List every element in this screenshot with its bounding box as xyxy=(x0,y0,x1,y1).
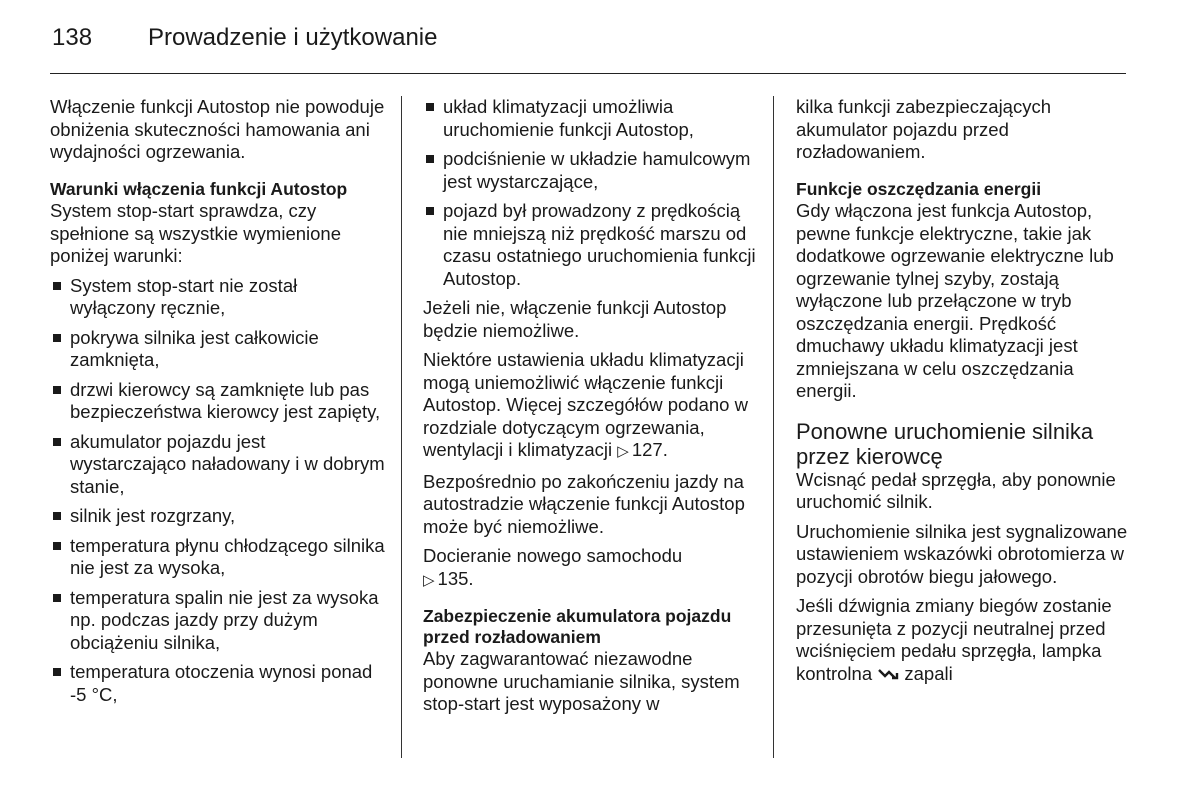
paragraph: Wcisnąć pedał sprzęgła, aby ponownie uruchomić silnik. xyxy=(796,468,1116,512)
list-item: temperatura spalin nie jest za wysoka np. podczas jazdy przy dużym obciążeniu silnika, xyxy=(50,587,385,655)
reference-arrow-icon: ▷ xyxy=(423,571,435,589)
reference-arrow-icon: ▷ xyxy=(617,443,629,460)
list-item: temperatura płynu chłodzącego silnika nie jest za wysoka, xyxy=(50,535,385,580)
column-2 xyxy=(423,96,768,723)
column-3 xyxy=(796,96,1131,694)
page-number: 138 xyxy=(52,24,93,51)
list-item: pokrywa silnika jest całkowicie zamknięta, xyxy=(50,327,385,372)
list-item: temperatura otoczenia wynosi ponad -5 °C, xyxy=(50,661,385,706)
list-item: akumulator pojazdu jest wystarczająco naładowany i w dobrym stanie, xyxy=(50,431,385,499)
conditions-list xyxy=(50,275,385,707)
paragraph-climate: Niektóre ustawienia układu klimatyzacji mogą uniemożliwić włączenie funkcji Autostop. Więcej szczegółów podano w rozdziale dotyczącym ogrzewania, wentylacji i klimatyzacji ▷ 127. xyxy=(423,349,768,464)
list-item: podciśnienie w układzie hamulcowym jest wystarczające, xyxy=(423,148,768,193)
header-divider xyxy=(50,73,1126,74)
bullet-icon xyxy=(426,155,434,163)
intro-paragraph: Włączenie funkcji Autostop nie powoduje obniżenia skuteczności hamowania ani wydajności ogrzewania. xyxy=(50,96,385,162)
bullet-icon xyxy=(53,512,61,520)
paragraph-running-in: Docieranie nowego samochodu ▷ 135. xyxy=(423,545,768,592)
bullet-icon xyxy=(53,386,61,394)
bullet-icon xyxy=(53,334,61,342)
paragraph: Gdy włączona jest funkcja Autostop, pewne funkcje elektryczne, takie jak dodatkowe ogrzewanie elektryczne lub ogrzewanie tylnej szyby, zostają wyłączone lub przełączone w tryb oszczędzania energii. Prędkość dmuchawy układu klimatyzacji jest zmniejszana w celu oszczędzania energii. xyxy=(796,200,1114,401)
list-item: pojazd był prowadzony z prędkością nie mniejszą niż prędkość marszu od czasu ostatniego uruchomienia funkcji Autostop. xyxy=(423,200,768,290)
section-heading-restart: Ponowne uruchomienie silnika przez kierowcę xyxy=(796,418,1094,469)
section-heading-energy-saving: Funkcje oszczędzania energii xyxy=(796,178,1042,199)
section-heading-autostop-conditions: Warunki włączenia funkcji Autostop xyxy=(50,178,348,199)
paragraph: Bezpośrednio po zakończeniu jazdy na autostradzie włączenie funkcji Autostop może być niemożliwe. xyxy=(423,470,745,537)
bullet-icon xyxy=(53,594,61,602)
bullet-icon xyxy=(426,103,434,111)
page-reference[interactable]: ▷ 135. xyxy=(423,568,474,593)
bullet-icon xyxy=(53,438,61,446)
column-divider xyxy=(773,96,774,758)
paragraph: Jeżeli nie, włączenie funkcji Autostop będzie niemożliwe. xyxy=(423,297,727,341)
paragraph: kilka funkcji zabezpieczających akumulator pojazdu przed rozładowaniem. xyxy=(796,96,1052,162)
paragraph: Aby zagwarantować niezawodne ponowne uruchamianie silnika, system stop-start jest wyposażony w xyxy=(423,648,740,714)
list-item: System stop-start nie został wyłączony ręcznie, xyxy=(50,275,385,320)
paragraph-indicator: Jeśli dźwignia zmiany biegów zostanie przesunięta z pozycji neutralnej przed wciśnięciem pedału sprzęgła, lampka kontrolna zapali xyxy=(796,595,1131,687)
section-heading-battery-protection: Zabezpieczenie akumulatora pojazdu przed rozładowaniem xyxy=(423,606,732,647)
page-title: Prowadzenie i użytkowanie xyxy=(148,24,438,51)
list-item: drzwi kierowcy są zamknięte lub pas bezpieczeństwa kierowcy jest zapięty, xyxy=(50,379,385,424)
bullet-icon xyxy=(53,542,61,550)
list-item: silnik jest rozgrzany, xyxy=(50,505,385,528)
paragraph: Uruchomienie silnika jest sygnalizowane ustawieniem wskazówki obrotomierza w pozycji obrotów biegu jałowego. xyxy=(796,520,1128,587)
column-divider xyxy=(401,96,402,758)
page-reference[interactable]: ▷ 127. xyxy=(617,439,668,464)
bullet-icon xyxy=(53,282,61,290)
bullet-icon xyxy=(53,668,61,676)
list-item: układ klimatyzacji umożliwia uruchomienie funkcji Autostop, xyxy=(423,96,768,141)
conditions-lead: System stop-start sprawdza, czy spełnione są wszystkie wymienione poniżej warunki: xyxy=(50,200,341,266)
bullet-icon xyxy=(426,207,434,215)
column-1 xyxy=(50,96,385,713)
autostop-indicator-icon xyxy=(877,665,899,688)
page-header xyxy=(52,24,438,60)
conditions-list-continued xyxy=(423,96,768,290)
